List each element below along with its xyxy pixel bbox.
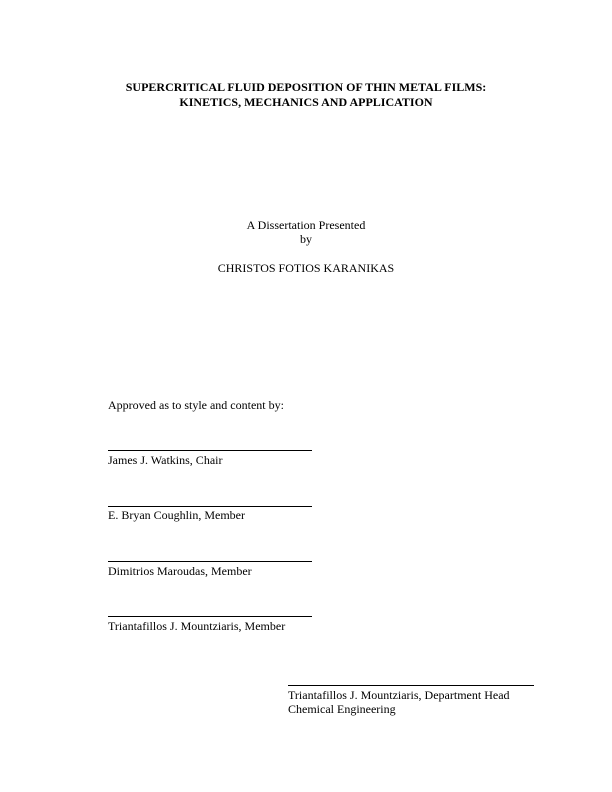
by-line: by bbox=[300, 232, 312, 246]
department-head-signature-line bbox=[288, 685, 534, 686]
signature-line bbox=[108, 561, 312, 562]
department-name: Chemical Engineering bbox=[288, 702, 396, 716]
title-line-1: SUPERCRITICAL FLUID DEPOSITION OF THIN METAL FILMS: bbox=[125, 80, 487, 94]
committee-member: E. Bryan Coughlin, Member bbox=[108, 508, 245, 522]
committee-member: Dimitrios Maroudas, Member bbox=[108, 564, 252, 578]
approval-heading: Approved as to style and content by: bbox=[108, 398, 284, 412]
author-name: CHRISTOS FOTIOS KARANIKAS bbox=[217, 261, 395, 275]
dissertation-title bbox=[0, 80, 612, 110]
presented-line: A Dissertation Presented bbox=[246, 218, 366, 232]
title-line-2: KINETICS, MECHANICS AND APPLICATION bbox=[179, 95, 433, 109]
signature-line bbox=[108, 616, 312, 617]
signature-line bbox=[108, 450, 312, 451]
signature-line bbox=[108, 506, 312, 507]
committee-member: James J. Watkins, Chair bbox=[108, 453, 223, 467]
department-head-name: Triantafillos J. Mountziaris, Department Head bbox=[288, 688, 510, 702]
presented-block bbox=[0, 218, 612, 246]
committee-member: Triantafillos J. Mountziaris, Member bbox=[108, 619, 286, 633]
